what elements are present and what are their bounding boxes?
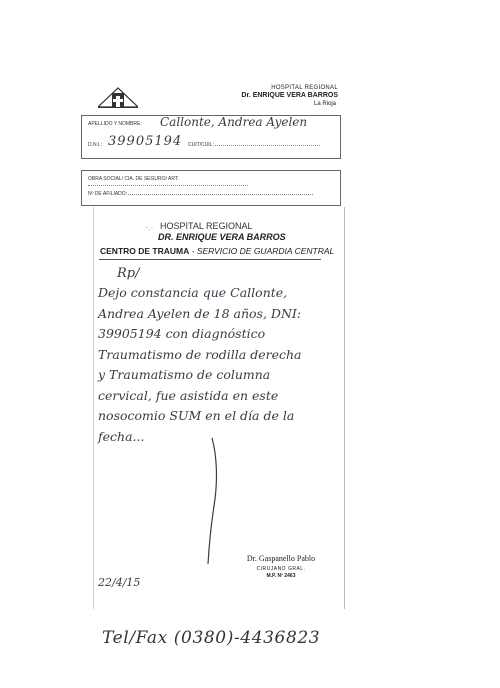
- surname-label: APELLIDO Y NOMBRE:: [88, 121, 142, 127]
- doctor-stamp: [226, 554, 336, 579]
- insurance-blank: [88, 185, 248, 186]
- rp-mark: Rp/: [117, 266, 140, 281]
- certificate-line: Andrea Ayelen de 18 años, DNI:: [98, 305, 302, 321]
- dni-value: 39905194: [108, 134, 183, 149]
- hospital-logo-icon: [98, 86, 138, 108]
- certificate-line: fecha...: [98, 428, 145, 444]
- rx-hospital-org: HOSPITAL REGIONAL: [160, 221, 253, 231]
- surname-row: [88, 121, 142, 127]
- certificate-line: y Traumatismo de columna: [98, 367, 271, 382]
- dni-label: D.N.I.:: [88, 142, 103, 148]
- hospital-header: [188, 84, 338, 108]
- handwritten-signature: [200, 436, 230, 566]
- certificate-line: Traumatismo de rodilla derecha: [98, 346, 302, 362]
- doctor-name: Dr. Gaspanello Pablo: [246, 554, 316, 563]
- certificate-line: nosocomio SUM en el día de la: [98, 408, 295, 423]
- doctor-license: M.P. Nº 2463: [266, 573, 296, 579]
- issue-date: 22/4/15: [98, 576, 141, 589]
- cuit-row: [188, 142, 320, 148]
- certificate-line: cervical, fue asistida en este: [98, 387, 279, 403]
- stamp-mark: ·.·: [145, 222, 154, 232]
- header-province: La Rioja: [313, 101, 336, 107]
- rx-center: [100, 246, 334, 256]
- member-blank: [128, 194, 313, 195]
- dni-row: [88, 142, 102, 148]
- rx-service-name: - SERVICIO DE GUARDIA CENTRAL: [191, 246, 335, 256]
- surname-value: Callonte, Andrea Ayelen: [160, 115, 308, 129]
- rx-hospital-name: DR. ENRIQUE VERA BARROS: [158, 232, 286, 242]
- patient-info-box: [81, 115, 341, 159]
- rx-center-name: CENTRO DE TRAUMA: [100, 246, 190, 256]
- cuit-label: CUIT/CUIL:: [188, 142, 214, 148]
- certificate-text: [98, 283, 330, 447]
- member-row: [88, 191, 313, 197]
- rx-divider: [99, 259, 321, 260]
- member-label: Nº DE AFILIADO:: [88, 191, 128, 197]
- certificate-line: 39905194 con diagnóstico: [98, 326, 266, 341]
- doctor-title: CIRUJANO GRAL.: [256, 566, 306, 572]
- header-name: Dr. ENRIQUE VERA BARROS: [241, 92, 338, 99]
- insurance-row: [88, 176, 340, 188]
- phone-number: Tel/Fax (0380)-4436823: [102, 628, 321, 648]
- header-org: HOSPITAL REGIONAL: [271, 85, 338, 91]
- cuit-blank: [215, 145, 320, 146]
- insurance-box: [81, 170, 341, 206]
- insurance-label: OBRA SOCIAL/ CIA. DE SEGURO/ ART:: [88, 176, 179, 182]
- certificate-line: Dejo constancia que Callonte,: [98, 285, 288, 300]
